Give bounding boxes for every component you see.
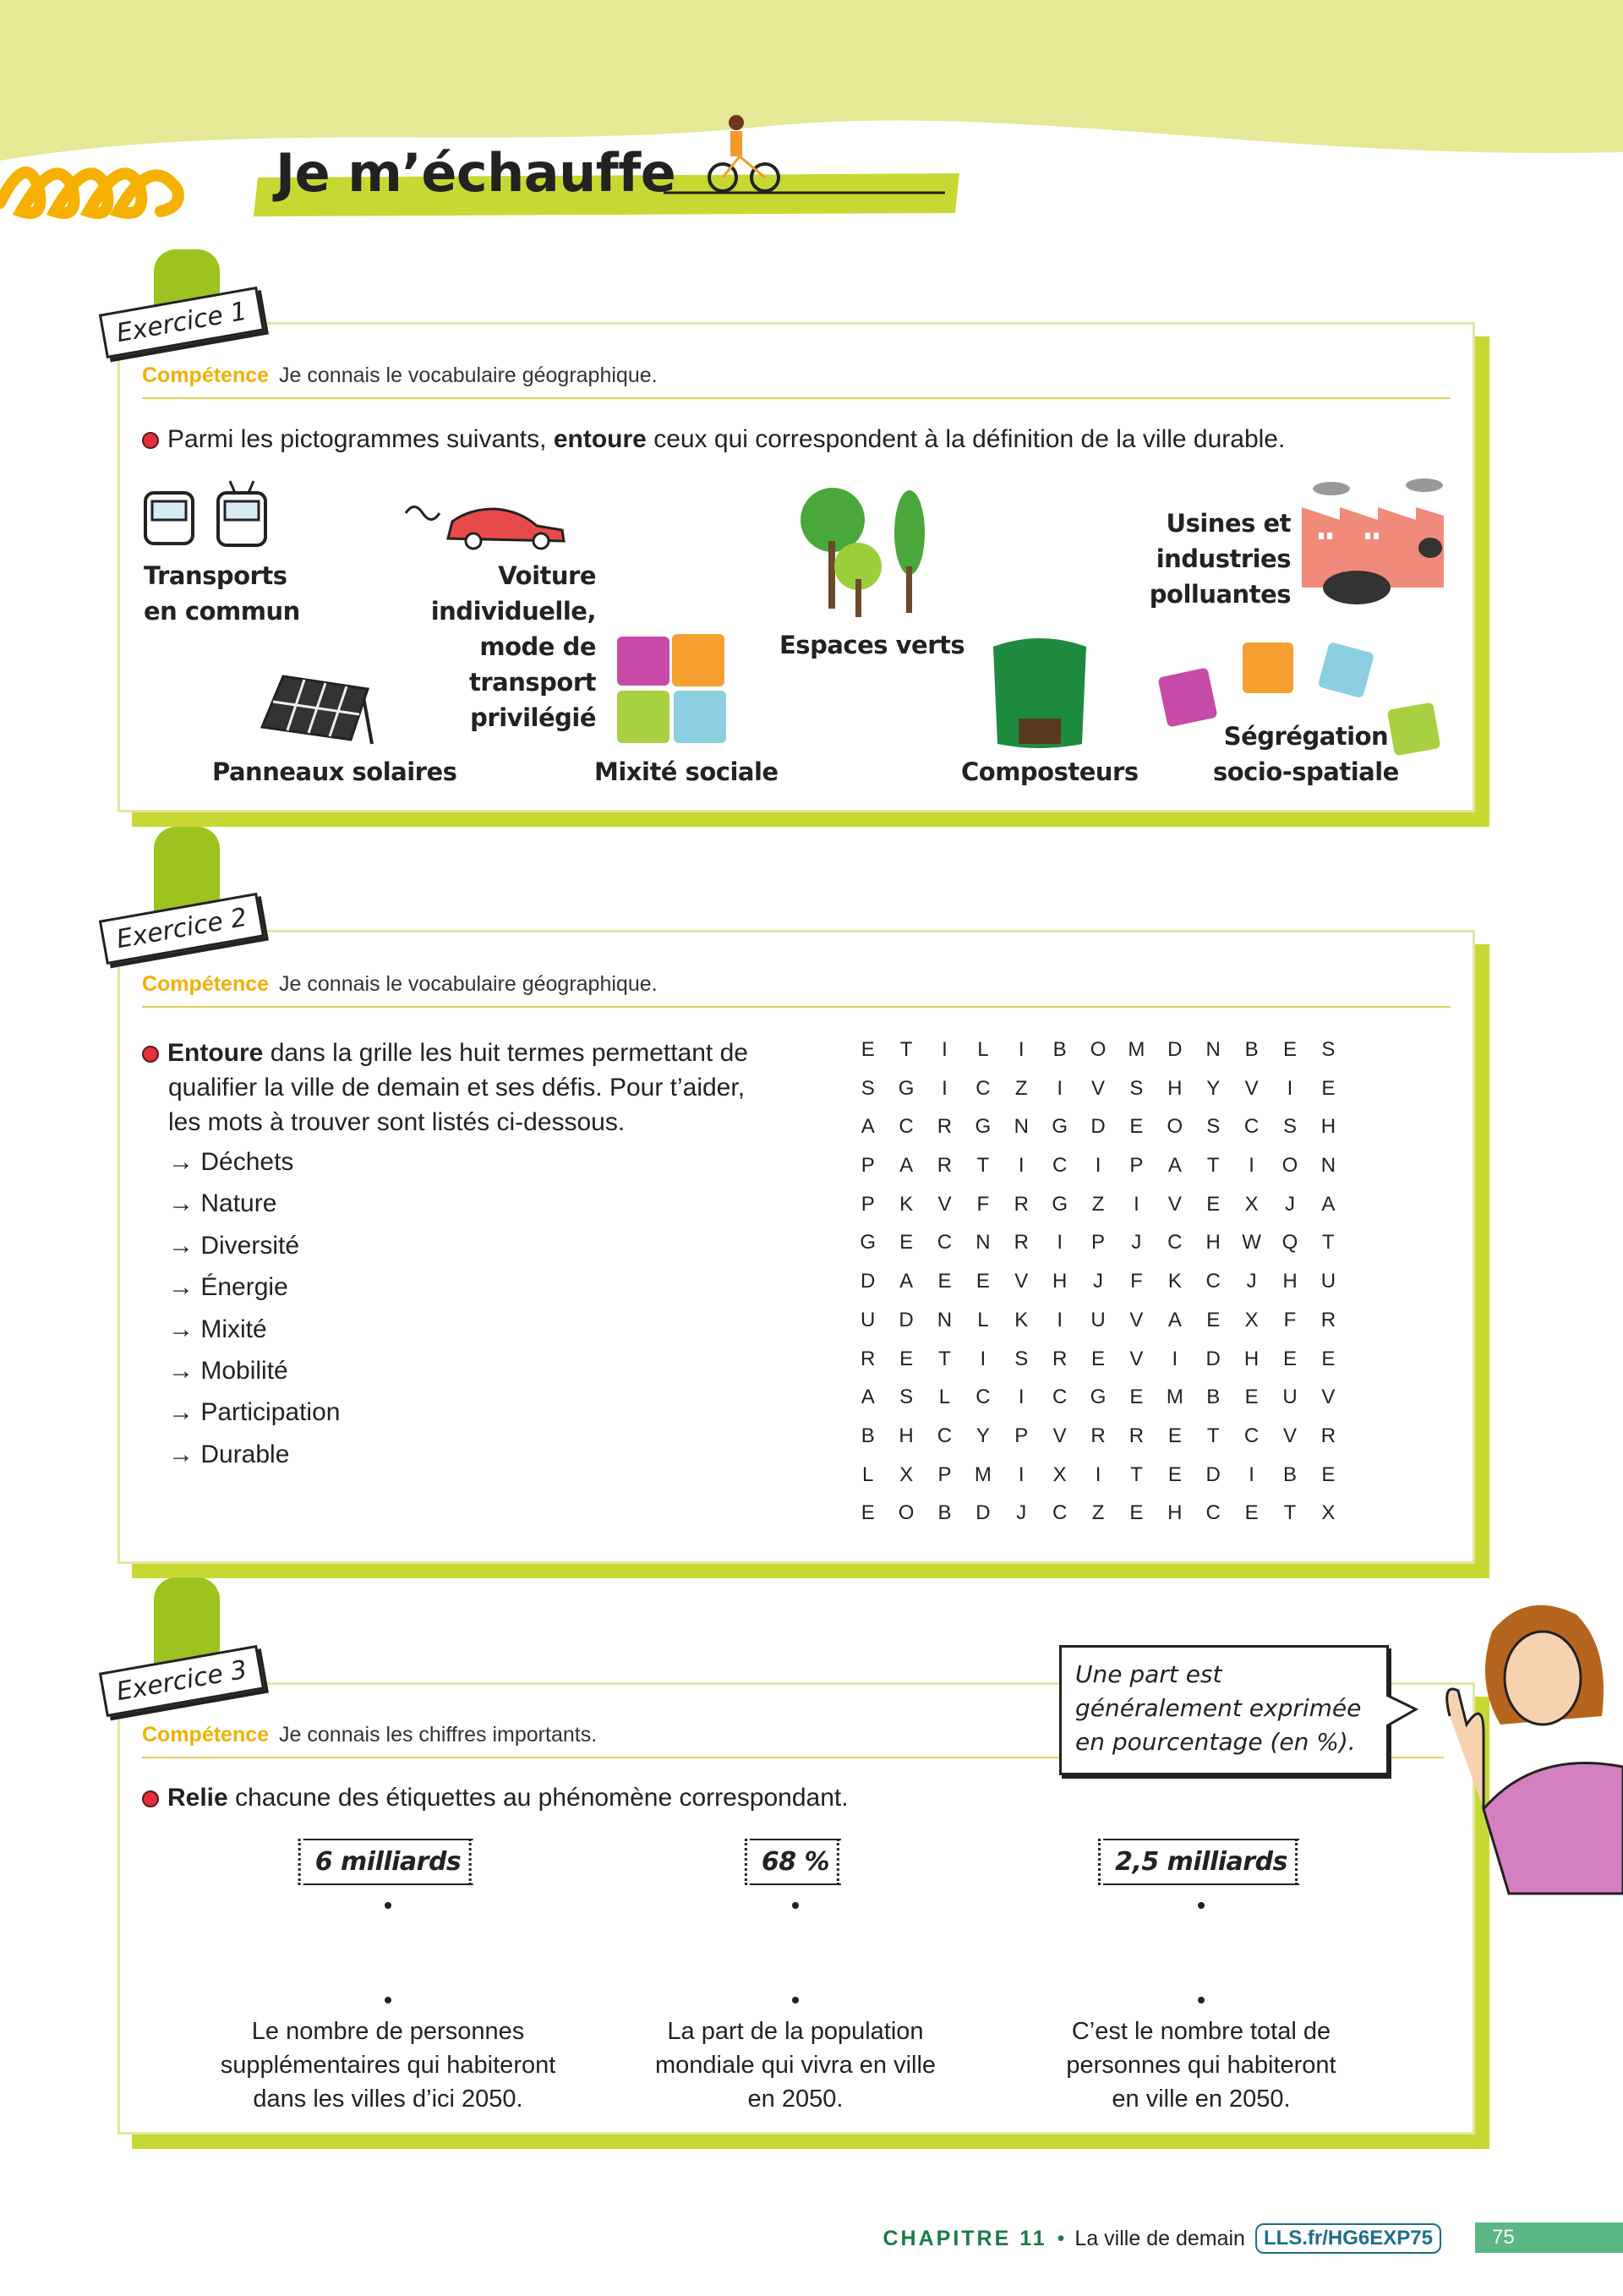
squiggle-decoration (0, 172, 178, 213)
grid-letter[interactable]: E (1321, 1347, 1336, 1370)
word-list-item: → Mixité (168, 1315, 267, 1343)
grid-letter[interactable]: R (1320, 1424, 1336, 1447)
grid-letter[interactable]: S (861, 1076, 875, 1100)
grid-letter[interactable]: I (1018, 1386, 1025, 1409)
grid-letter[interactable]: M (1166, 1386, 1183, 1409)
arrow-icon: → (168, 1315, 201, 1343)
competence-text: Je connais le vocabulaire géographique. (279, 364, 658, 387)
grid-letter[interactable]: E (1282, 1038, 1297, 1061)
grid-letter[interactable]: E (861, 1038, 875, 1061)
word-list-item: → Mobilité (168, 1357, 288, 1386)
grid-letter[interactable]: V (1052, 1424, 1067, 1447)
bullet-icon (142, 1790, 159, 1807)
grid-letter[interactable]: F (1283, 1308, 1297, 1331)
grid-letter[interactable]: A (1167, 1154, 1182, 1178)
phenomenon-description: Le nombre de personnes supplémentaires qui habiteront dans les villes d’ici 2050. (220, 2018, 556, 2113)
pictogram-composteurs[interactable]: Composteurs (961, 757, 1139, 786)
grid-letter[interactable]: K (899, 1192, 914, 1216)
grid-letter[interactable]: T (1322, 1231, 1335, 1255)
grid-letter[interactable]: N (1205, 1038, 1221, 1061)
instruction: Entoure dans la grille les huit termes permettant de qualifier la ville de demain et ses défis. Pour t’aider, les mots à trouver sont listés ci-dessous. (142, 1036, 748, 1140)
grid-letter[interactable]: I (1095, 1154, 1101, 1178)
word-search-grid (849, 1038, 1347, 1540)
grid-letter[interactable]: P (1129, 1154, 1144, 1178)
grid-letter[interactable]: M (1128, 1038, 1145, 1061)
grid-letter[interactable]: N (1320, 1154, 1336, 1178)
instruction: Parmi les pictogrammes suivants, entoure ceux qui correspondent à la définition de la ville durable. (142, 425, 1285, 454)
grid-letter[interactable]: C (1167, 1231, 1183, 1255)
competence-line (142, 364, 658, 388)
grid-letter[interactable]: V (1282, 1424, 1297, 1447)
arrow-icon: → (168, 1357, 201, 1386)
grid-letter[interactable]: R (937, 1115, 953, 1139)
grid-letter[interactable]: R (1090, 1424, 1106, 1447)
footer (883, 2223, 1441, 2254)
grid-letter[interactable]: V (1321, 1386, 1336, 1409)
connection-dot[interactable] (1198, 1997, 1205, 2004)
grid-letter[interactable]: R (861, 1347, 876, 1370)
grid-letter[interactable]: N (975, 1231, 991, 1255)
label-tag[interactable]: 2,5 milliards (1103, 1839, 1299, 1885)
grid-letter[interactable]: J (1131, 1231, 1142, 1255)
factory-icon (1293, 473, 1450, 617)
grid-letter[interactable]: A (899, 1154, 914, 1178)
grid-letter[interactable]: K (1014, 1308, 1029, 1331)
grid-letter[interactable]: P (1091, 1231, 1106, 1255)
grid-letter[interactable]: S (1321, 1038, 1336, 1061)
grid-letter[interactable]: I (1095, 1462, 1101, 1486)
competence-line: Compétence Je connais les chiffres importants. (142, 1723, 598, 1747)
word-list (168, 1141, 340, 1475)
grid-letter[interactable]: V (1129, 1347, 1144, 1370)
grid-letter[interactable]: H (1282, 1270, 1298, 1293)
grid-letter[interactable]: A (861, 1115, 875, 1139)
grid-letter[interactable]: J (1246, 1270, 1257, 1293)
bubble-pointer (1386, 1691, 1420, 1733)
grid-letter[interactable]: L (938, 1386, 951, 1409)
grid-letter[interactable]: E (1129, 1115, 1144, 1139)
grid-letter[interactable]: D (1167, 1038, 1183, 1061)
grid-letter[interactable]: E (1282, 1347, 1297, 1370)
grid-letter[interactable]: M (974, 1462, 992, 1486)
grid-letter[interactable]: T (899, 1038, 913, 1061)
bullet-icon (142, 1046, 159, 1063)
grid-letter[interactable]: C (1243, 1115, 1260, 1139)
pictogram-segregation[interactable]: Ségrégation socio-spatiale (1213, 722, 1399, 786)
bus-tram-icon (142, 478, 277, 554)
chapter-label: CHAPITRE 11 (883, 2226, 1047, 2250)
page-title: Je m’échauffe (276, 142, 676, 204)
grid-letter[interactable]: A (1321, 1192, 1336, 1216)
grid-letter[interactable]: D (1205, 1347, 1221, 1370)
arrow-icon: → (168, 1398, 201, 1427)
grid-letter[interactable]: U (1320, 1270, 1336, 1293)
grid-letter[interactable]: U (861, 1308, 876, 1331)
grid-letter[interactable]: E (1091, 1347, 1106, 1370)
grid-letter[interactable]: B (1282, 1462, 1297, 1486)
grid-letter[interactable]: T (1130, 1462, 1143, 1486)
grid-letter[interactable]: I (942, 1076, 948, 1100)
grid-letter[interactable]: C (1205, 1501, 1221, 1525)
grid-letter[interactable]: D (899, 1308, 914, 1331)
grid-letter[interactable]: V (937, 1192, 952, 1216)
grid-letter[interactable]: N (1014, 1115, 1029, 1139)
grid-letter[interactable]: D (861, 1270, 876, 1293)
grid-letter[interactable]: I (1057, 1308, 1063, 1331)
grid-letter[interactable]: B (1244, 1038, 1259, 1061)
grid-letter[interactable]: S (1014, 1347, 1029, 1370)
grid-letter[interactable]: C (975, 1386, 991, 1409)
divider (142, 397, 1451, 399)
grid-letter[interactable]: I (1018, 1038, 1025, 1061)
pictogram-usines[interactable]: Usines et industries polluantes (1149, 509, 1291, 609)
word-list-item: → Nature (168, 1189, 277, 1218)
grid-letter[interactable]: F (1130, 1270, 1143, 1293)
grid-letter[interactable]: I (1249, 1154, 1254, 1178)
label-tag[interactable]: 68 % (750, 1839, 841, 1885)
grid-letter[interactable]: G (1052, 1115, 1068, 1139)
grid-letter[interactable]: O (898, 1501, 915, 1525)
grid-letter[interactable]: C (1243, 1424, 1260, 1447)
grid-letter[interactable]: I (1287, 1076, 1293, 1100)
grid-letter[interactable]: E (1167, 1462, 1182, 1486)
separator: • (1057, 2226, 1065, 2250)
solar-panel-icon (258, 672, 376, 748)
grid-letter[interactable]: R (1014, 1231, 1029, 1255)
grid-letter[interactable]: I (1057, 1231, 1063, 1255)
grid-letter[interactable]: Q (1281, 1231, 1298, 1255)
grid-letter[interactable]: H (1052, 1270, 1068, 1293)
grid-letter[interactable]: G (1090, 1386, 1107, 1409)
compost-bin-icon (985, 630, 1095, 752)
grid-letter[interactable]: E (1321, 1462, 1336, 1486)
grid-letter[interactable]: A (861, 1386, 875, 1409)
grid-letter[interactable]: E (1244, 1501, 1259, 1525)
grid-letter[interactable]: D (1090, 1115, 1106, 1139)
grid-letter[interactable]: X (1052, 1462, 1067, 1486)
connection-dot[interactable] (1198, 1902, 1205, 1909)
grid-letter[interactable]: E (1206, 1308, 1221, 1331)
connection-dot[interactable] (792, 1902, 799, 1909)
pictogram-espaces-verts[interactable]: Espaces verts (779, 631, 965, 659)
grid-letter[interactable]: X (1244, 1192, 1259, 1216)
speech-bubble: Une part est généralement exprimée en pourcentage (en %). (1059, 1645, 1389, 1775)
exercise-1-label: Exercice 1 (99, 287, 265, 358)
grid-letter[interactable]: I (1018, 1462, 1025, 1486)
grid-letter[interactable]: X (1244, 1308, 1259, 1331)
grid-letter[interactable]: H (1205, 1231, 1221, 1255)
grid-letter[interactable]: I (1134, 1192, 1139, 1216)
grid-letter[interactable]: T (1206, 1154, 1220, 1178)
grid-letter[interactable]: B (1206, 1386, 1221, 1409)
grid-letter[interactable]: I (942, 1038, 948, 1061)
grid-letter[interactable]: O (1281, 1154, 1298, 1178)
grid-letter[interactable]: P (861, 1154, 875, 1178)
grid-letter[interactable]: T (1283, 1501, 1297, 1525)
grid-letter[interactable]: B (861, 1424, 875, 1447)
grid-letter[interactable]: H (1167, 1501, 1183, 1525)
grid-letter[interactable]: C (1052, 1386, 1068, 1409)
grid-letter[interactable]: G (975, 1115, 992, 1139)
grid-letter[interactable]: H (1167, 1076, 1183, 1100)
grid-letter[interactable]: E (1167, 1424, 1182, 1447)
arrow-icon: → (168, 1440, 201, 1468)
grid-letter[interactable]: F (976, 1192, 990, 1216)
resource-link[interactable]: LLS.fr/HG6EXP75 (1255, 2223, 1441, 2254)
arrow-icon: → (168, 1148, 201, 1176)
grid-letter[interactable]: U (1090, 1308, 1106, 1331)
grid-letter[interactable]: P (1014, 1424, 1029, 1447)
grid-letter[interactable]: H (899, 1424, 914, 1447)
grid-letter[interactable]: D (975, 1501, 991, 1525)
grid-letter[interactable]: Y (1206, 1076, 1221, 1100)
grid-letter[interactable]: I (1249, 1462, 1254, 1486)
grid-letter[interactable]: G (898, 1076, 915, 1100)
grid-letter[interactable]: P (861, 1192, 875, 1216)
label-tag[interactable]: 6 milliards (303, 1839, 473, 1885)
grid-letter[interactable]: C (975, 1076, 991, 1100)
grid-letter[interactable]: R (1052, 1347, 1068, 1370)
divider (142, 1006, 1451, 1008)
grid-letter[interactable]: B (1052, 1038, 1067, 1061)
grid-letter[interactable]: C (1052, 1154, 1068, 1178)
grid-letter[interactable]: B (937, 1501, 952, 1525)
pictogram-mixite-sociale[interactable]: Mixité sociale (594, 757, 779, 786)
grid-letter[interactable]: T (938, 1347, 951, 1370)
grid-letter[interactable]: E (899, 1231, 914, 1255)
grid-letter[interactable]: Y (975, 1424, 990, 1447)
grid-letter[interactable]: T (1206, 1424, 1220, 1447)
pictogram-transports[interactable]: Transports en commun (144, 561, 300, 626)
grid-letter[interactable]: C (937, 1231, 953, 1255)
phenomenon-description: La part de la population mondiale qui vivra en ville en 2050. (654, 2018, 937, 2113)
bullet-icon (142, 432, 159, 449)
connection-dot[interactable] (792, 1997, 799, 2004)
pictogram-voiture[interactable]: Voiture individuelle, mode de transport privilégié (430, 561, 596, 732)
grid-letter[interactable]: L (977, 1308, 989, 1331)
grid-letter[interactable]: V (1014, 1270, 1029, 1293)
word-list-item: → Participation (168, 1398, 341, 1427)
grid-letter[interactable]: X (899, 1462, 914, 1486)
trees-icon (795, 482, 930, 626)
arrow-icon: → (168, 1273, 201, 1302)
competence-label: Compétence (142, 364, 270, 387)
grid-letter[interactable]: J (1016, 1501, 1027, 1525)
pictogram-panneaux-solaires[interactable]: Panneaux solaires (212, 757, 457, 786)
grid-letter[interactable]: E (899, 1347, 914, 1370)
phenomenon-description: C’est le nombre total de personnes qui habiteront en ville en 2050. (1066, 2018, 1336, 2113)
competence-line: Compétence Je connais le vocabulaire géographique. (142, 972, 658, 996)
grid-letter[interactable]: R (1320, 1308, 1336, 1331)
grid-letter[interactable]: A (899, 1270, 914, 1293)
grid-letter[interactable]: C (937, 1424, 953, 1447)
grid-letter[interactable]: V (1129, 1308, 1144, 1331)
grid-letter[interactable]: W (1242, 1231, 1261, 1255)
grid-letter[interactable]: X (1321, 1501, 1336, 1525)
grid-letter[interactable]: A (1167, 1308, 1182, 1331)
arrow-icon: → (168, 1189, 201, 1218)
page-number: 75 (1475, 2222, 1623, 2253)
grid-letter[interactable]: I (980, 1347, 986, 1370)
grid-letter[interactable]: E (1129, 1386, 1144, 1409)
grid-letter[interactable]: E (937, 1270, 952, 1293)
grid-letter[interactable]: V (1167, 1192, 1182, 1216)
connection-dot[interactable] (385, 1997, 391, 2004)
grid-letter[interactable]: L (977, 1038, 989, 1061)
word-list-item: → Déchets (168, 1148, 294, 1176)
grid-letter[interactable]: I (1172, 1347, 1178, 1370)
grid-letter[interactable]: C (1205, 1270, 1221, 1293)
instruction: Relie chacune des étiquettes au phénomène correspondant. (142, 1784, 849, 1812)
puzzle-icon (613, 630, 740, 752)
grid-letter[interactable]: O (1090, 1038, 1107, 1061)
word-list-item: → Énergie (168, 1273, 288, 1302)
grid-letter[interactable]: T (976, 1154, 990, 1178)
grid-letter[interactable]: S (1206, 1115, 1221, 1139)
grid-letter[interactable]: R (1128, 1424, 1145, 1447)
arrow-icon: → (168, 1231, 201, 1260)
exercise-2-label: Exercice 2 (99, 893, 265, 965)
grid-letter[interactable]: V (1091, 1076, 1106, 1100)
grid-letter[interactable]: S (899, 1386, 914, 1409)
grid-letter[interactable]: E (1129, 1501, 1144, 1525)
grid-letter[interactable]: I (1057, 1076, 1063, 1100)
grid-letter[interactable]: I (1018, 1154, 1025, 1178)
grid-letter[interactable]: H (1243, 1347, 1260, 1370)
word-list-item: → Diversité (168, 1231, 300, 1260)
grid-letter[interactable]: G (860, 1231, 877, 1255)
grid-letter[interactable]: V (1244, 1076, 1259, 1100)
header-background (0, 0, 1623, 254)
grid-letter[interactable]: S (1129, 1076, 1144, 1100)
grid-letter[interactable]: Z (1091, 1501, 1105, 1525)
grid-letter[interactable]: K (1167, 1270, 1182, 1293)
grid-letter[interactable]: U (1282, 1386, 1298, 1409)
grid-letter[interactable]: N (937, 1308, 953, 1331)
grid-letter[interactable]: P (937, 1462, 952, 1486)
grid-letter[interactable]: E (1321, 1076, 1336, 1100)
grid-letter[interactable]: O (1167, 1115, 1183, 1139)
grid-letter[interactable]: R (1014, 1192, 1029, 1216)
grid-letter[interactable]: H (1320, 1115, 1336, 1139)
grid-letter[interactable]: E (975, 1270, 990, 1293)
grid-letter[interactable]: J (1093, 1270, 1104, 1293)
grid-letter[interactable]: E (861, 1501, 875, 1525)
grid-letter[interactable]: C (1052, 1501, 1068, 1525)
word-list-item: → Durable (168, 1440, 290, 1468)
grid-letter[interactable]: E (1244, 1386, 1259, 1409)
grid-letter[interactable]: D (1205, 1462, 1221, 1486)
grid-letter[interactable]: R (937, 1154, 953, 1178)
grid-letter[interactable]: G (1052, 1192, 1068, 1216)
grid-letter[interactable]: Z (1014, 1076, 1028, 1100)
grid-letter[interactable]: J (1284, 1192, 1295, 1216)
chapter-title: La ville de demain (1074, 2226, 1245, 2250)
grid-letter[interactable]: E (1206, 1192, 1221, 1216)
exercise-3-label: Exercice 3 (99, 1645, 265, 1717)
grid-letter[interactable]: Z (1091, 1192, 1105, 1216)
grid-letter[interactable]: S (1282, 1115, 1297, 1139)
girl-character-icon (1433, 1598, 1623, 1906)
grid-letter[interactable]: C (899, 1115, 914, 1139)
car-icon (402, 500, 571, 551)
connection-dot[interactable] (385, 1902, 391, 1909)
grid-letter[interactable]: L (862, 1462, 874, 1486)
